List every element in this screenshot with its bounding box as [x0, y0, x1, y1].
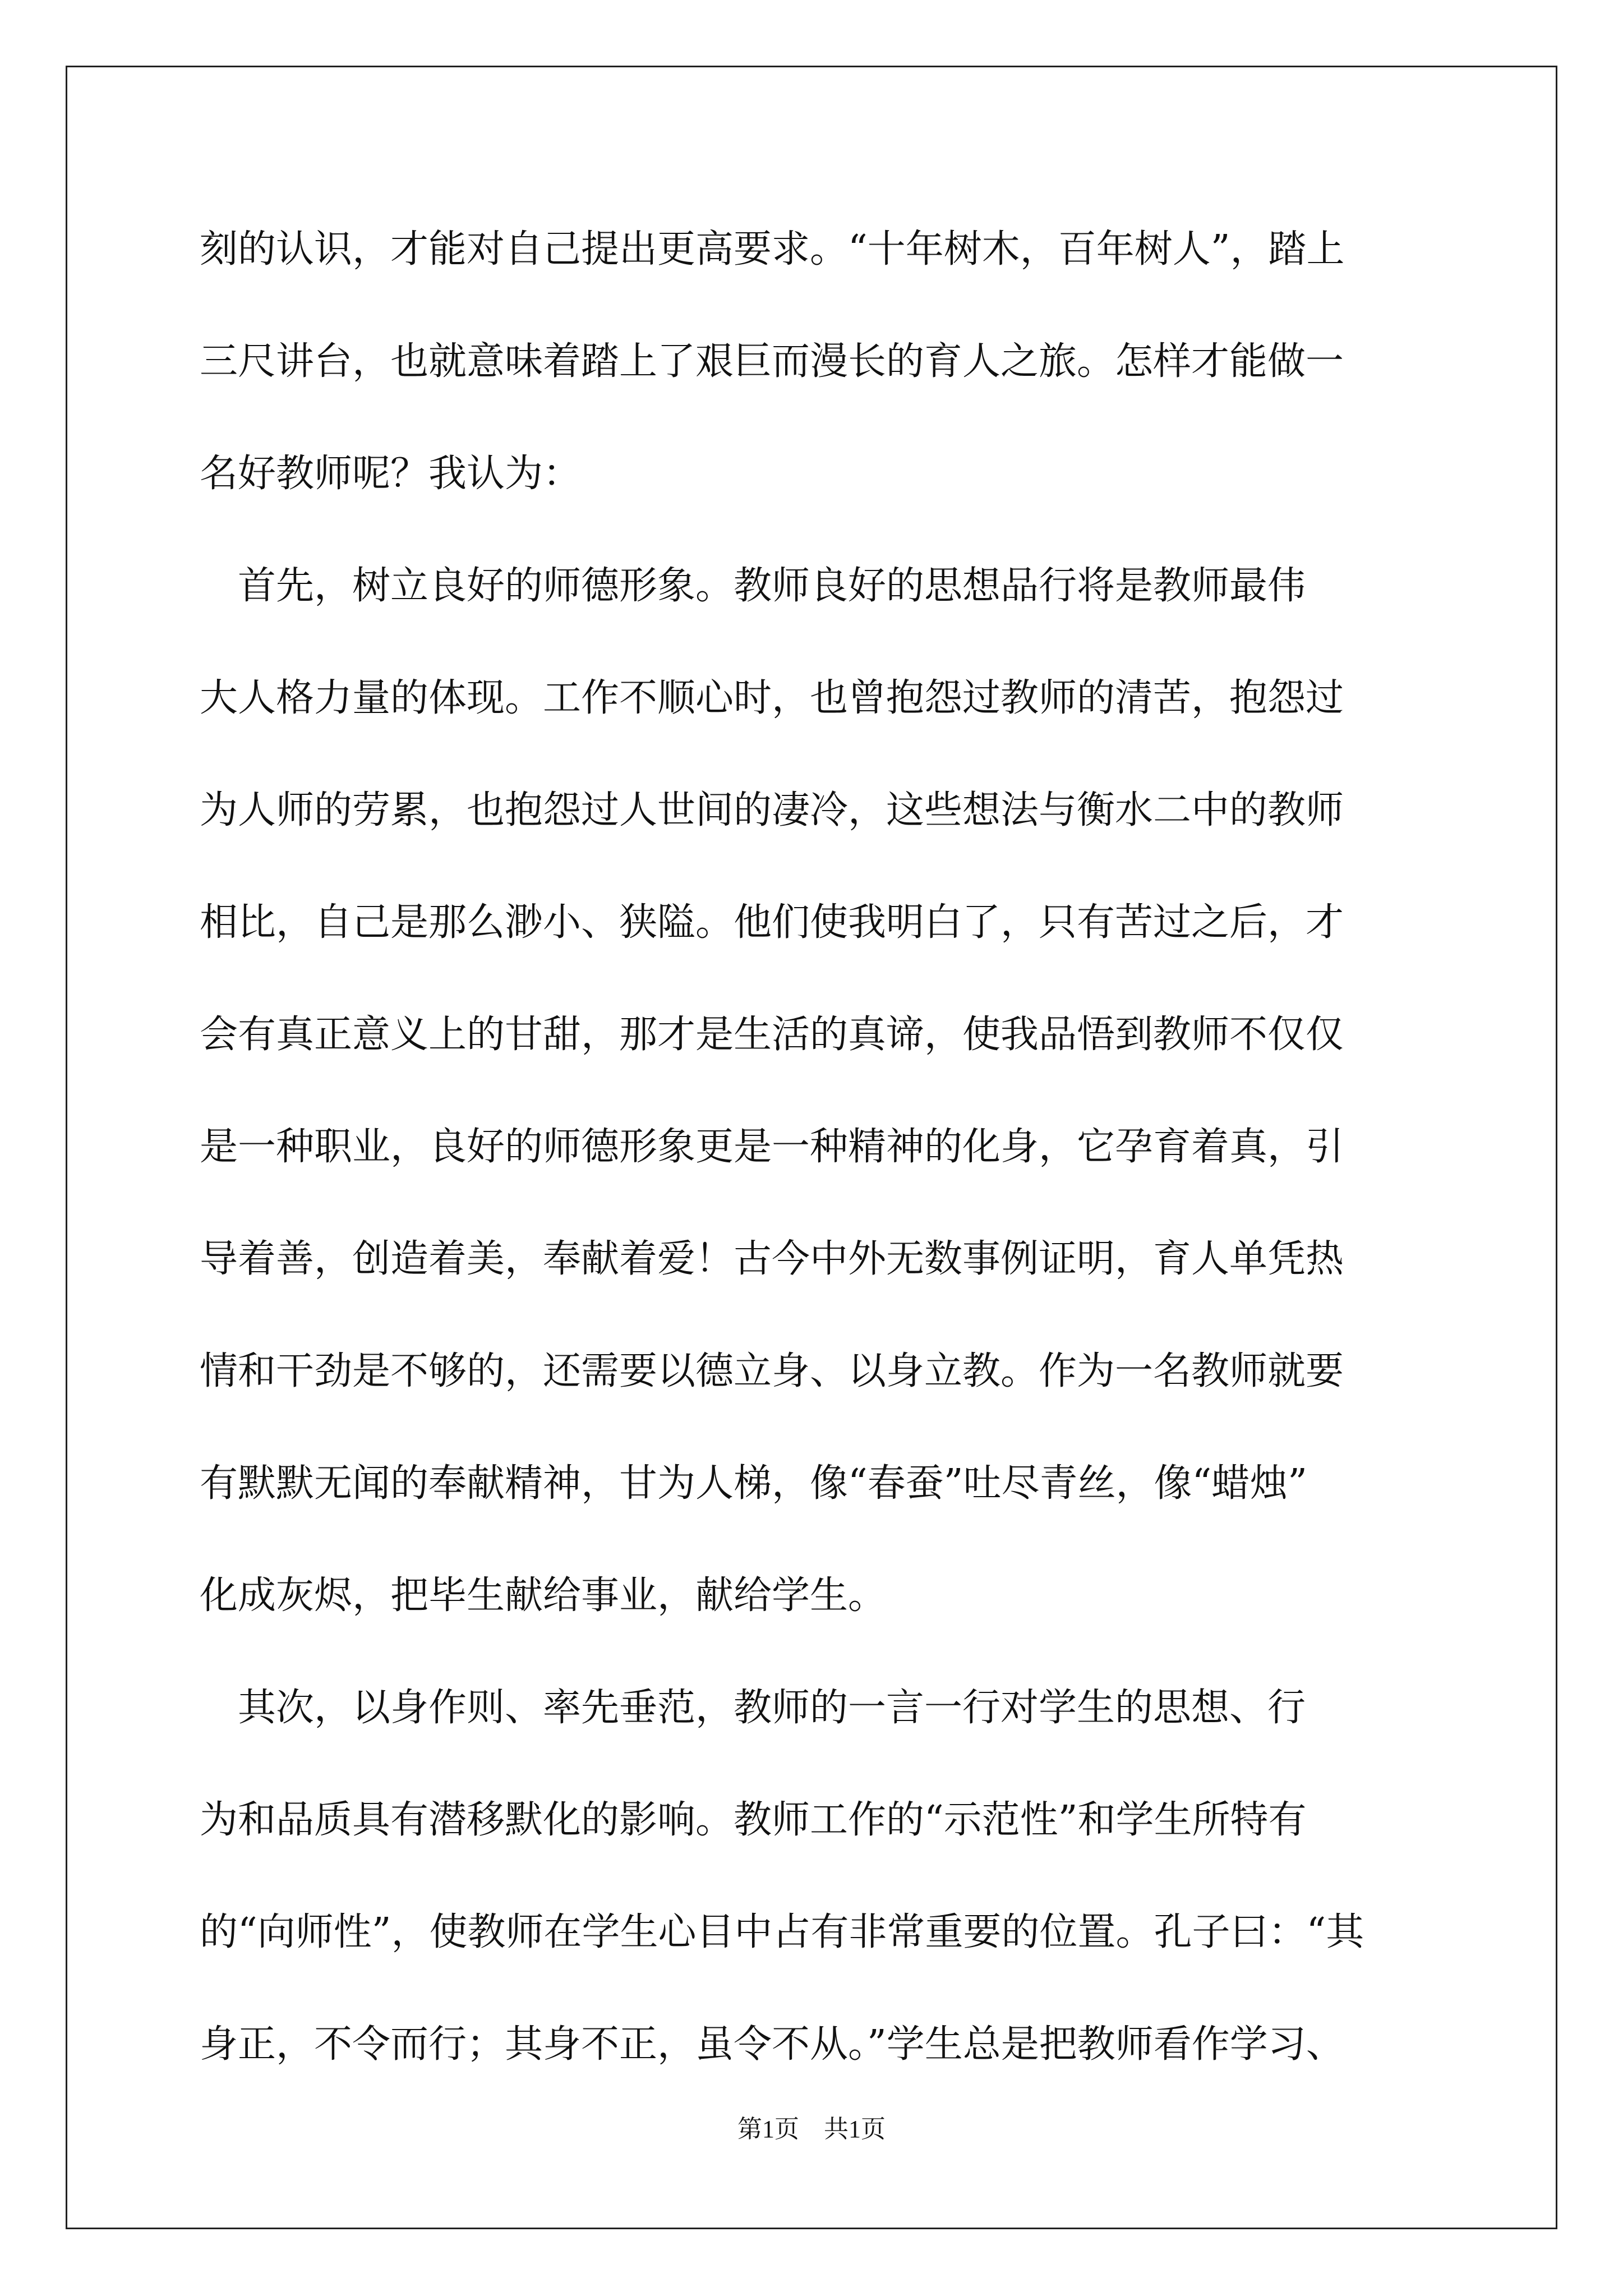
text-line: 其次，以身作则、率先垂范，教师的一言一行对学生的思想、行: [200, 1686, 1306, 1730]
text-line: 化成灰烬，把毕生献给事业，献给学生。: [200, 1573, 887, 1618]
text-line: 导着善，创造着美，奉献着爱！古今中外无数事例证明，育人单凭热: [200, 1237, 1344, 1281]
text-line: 为和品质具有潜移默化的影响。教师工作的“示范性”和学生所特有: [200, 1798, 1307, 1842]
document-body: [200, 222, 1433, 2129]
page-number-footer: 第1页 共1页: [737, 2115, 886, 2143]
text-line: 情和干劲是不够的，还需要以德立身、以身立教。作为一名教师就要: [200, 1349, 1344, 1393]
text-line: 三尺讲台，也就意味着踏上了艰巨而漫长的育人之旅。怎样才能做一: [200, 339, 1344, 384]
text-line: 名好教师呢？我认为：: [200, 452, 582, 496]
text-line: 为人师的劳累，也抱怨过人世间的凄冷，这些想法与衡水二中的教师: [200, 788, 1344, 832]
text-line: 有默默无闻的奉献精神，甘为人梯，像“春蚕”吐尽青丝，像“蜡烛”: [200, 1461, 1308, 1506]
text-line: 刻的认识，才能对自己提出更高要求。“十年树木，百年树人”，踏上: [200, 227, 1345, 272]
text-line: 会有真正意义上的甘甜，那才是生活的真谛，使我品悟到教师不仅仅: [200, 1013, 1344, 1057]
text-line: 相比，自己是那么渺小、狭隘。他们使我明白了，只有苦过之后，才: [200, 900, 1344, 945]
text-line: 的“向师性”，使教师在学生心目中占有非常重要的位置。孔子曰：“其: [200, 1910, 1364, 1954]
text-line: 身正，不令而行；其身不正，虽令不从。”学生总是把教师看作学习、: [200, 2022, 1344, 2067]
text-line: 大人格力量的体现。工作不顺心时，也曾抱怨过教师的清苦，抱怨过: [200, 676, 1344, 720]
text-line: 首先，树立良好的师德形象。教师良好的思想品行将是教师最伟: [200, 564, 1306, 608]
text-line: 是一种职业，良好的师德形象更是一种精神的化身，它孕育着真，引: [200, 1125, 1344, 1169]
